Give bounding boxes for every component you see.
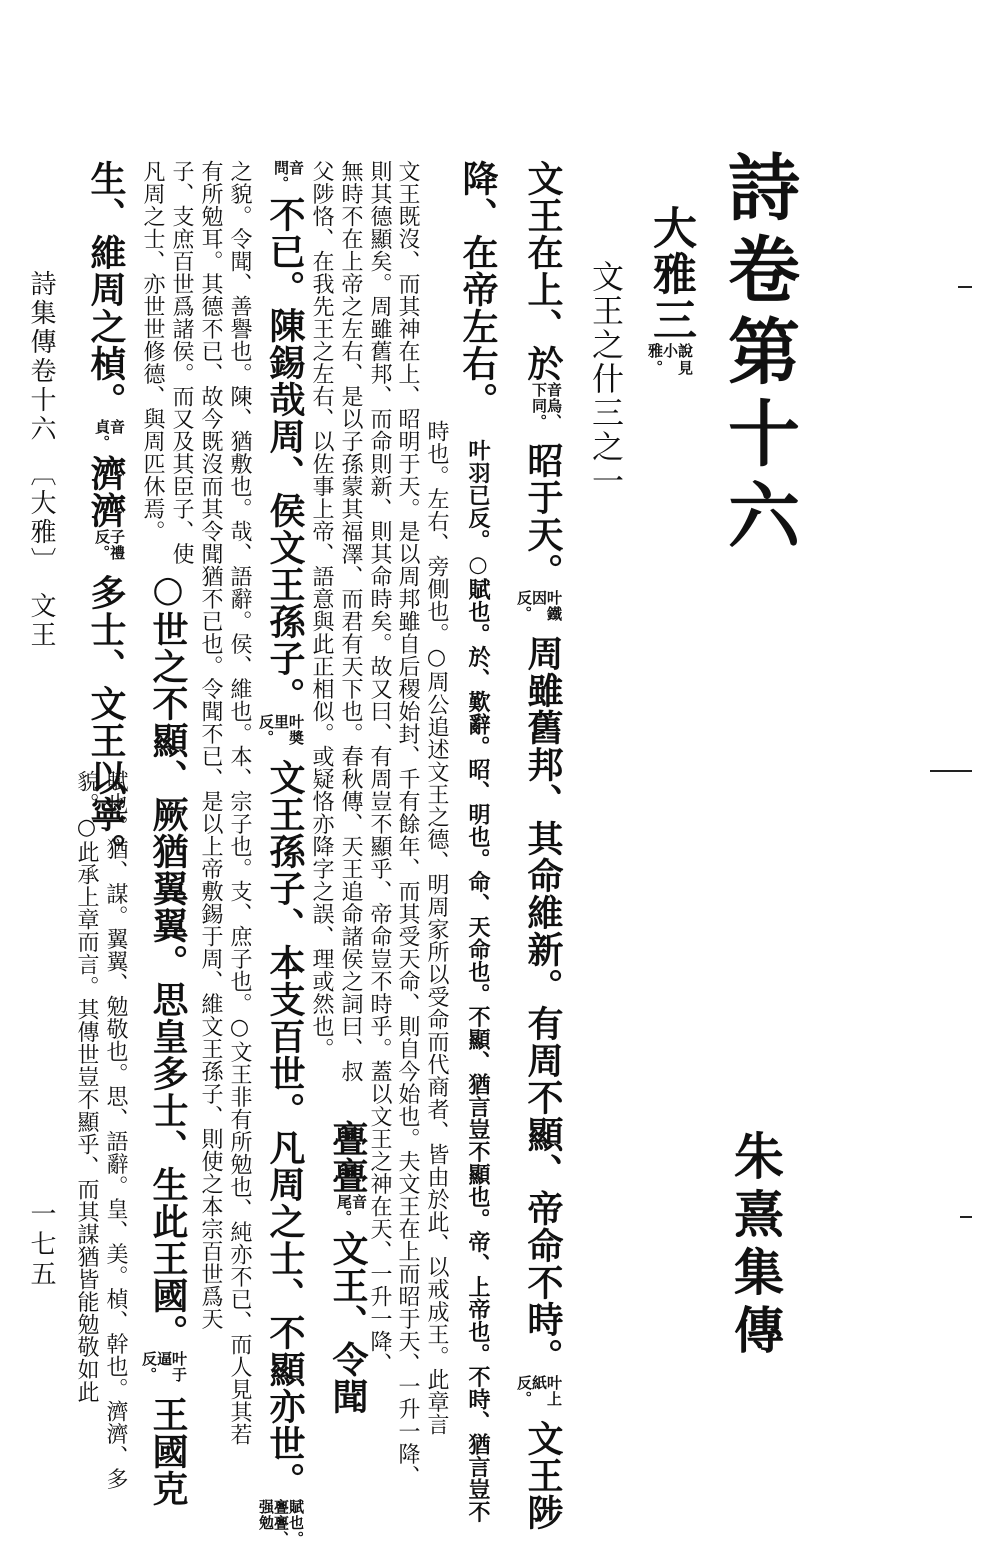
commentary-column-16: 賦也。猶、謀。翼翼、勉敬也。思、語辭。皇、美。楨、幹也。濟濟、多 xyxy=(103,770,128,1490)
main-text-column-14 xyxy=(140,568,189,1507)
main-text: 降、在帝左右。 xyxy=(457,160,499,419)
inline-note: 賦也。亹亹、强勉 xyxy=(257,1499,305,1547)
commentary-column-4: 文王既沒、而其神在上、昭明于天。是以周邦雖自后稷始封、千有餘年、而其受天命、則自今始也。夫文王在上而昭于天、一升一降、 xyxy=(395,160,420,1488)
margin-mark xyxy=(958,286,972,288)
section-title: 大雅三 xyxy=(645,205,696,343)
inline-note: 音問。 xyxy=(272,160,305,192)
main-text-column-9 xyxy=(327,1120,369,1415)
main-text: 周雖舊邦、其命維新。有周不顯、帝命不時。 xyxy=(522,635,564,1375)
main-text-column-2 xyxy=(457,160,499,1523)
main-text: 文王在上、於 xyxy=(522,160,564,382)
margin-mark xyxy=(960,1216,972,1218)
commentary-note: 叶羽已反。 xyxy=(465,439,491,552)
main-text: 文王陟 xyxy=(522,1420,564,1531)
main-text: 多士、文王以寧。 xyxy=(85,574,127,870)
main-text-column-15 xyxy=(85,160,127,870)
inline-note: 音貞。 xyxy=(93,419,126,451)
commentary-column-7: 父陟恪、在我先王之左右、以佐事上帝、語意與此正相似。或疑恪亦降字之誤、理或然也。 xyxy=(309,160,334,1060)
commentary-column-10: 之貌。令聞、善譽也。陳、猶敷也。哉、語辭。侯、維也。本、宗子也。支、庶子也。○文王非有所勉也、純亦不已、而人見其若 xyxy=(227,160,252,1446)
margin-mark xyxy=(930,770,972,772)
author-credit: 朱熹集傳 xyxy=(726,1130,785,1362)
main-text-column-1 xyxy=(515,160,564,1531)
main-text: 不已。陳錫哉周、侯文王孫子。 xyxy=(264,196,306,714)
inline-note: 叶奬里反。 xyxy=(257,714,305,746)
main-text: 昭于天。 xyxy=(522,442,564,590)
main-text: 王國克 xyxy=(147,1396,189,1507)
page-number: 一七五 xyxy=(26,1200,56,1290)
subsection-heading: 文王之什三之一 xyxy=(587,260,625,498)
inline-note: 叶上紙反。 xyxy=(515,1375,563,1407)
commentary-column-13: 凡周之士、亦世世修德、與周匹休焉。 xyxy=(140,160,165,543)
main-text: 濟濟 xyxy=(85,455,127,529)
inline-note: 子禮反。 xyxy=(93,529,126,561)
inline-note: 音烏、下同。 xyxy=(530,382,563,430)
main-text: 亹亹 xyxy=(327,1120,369,1194)
commentary-column-5: 則其德顯矣。周雖舊邦、而命則新、則其命時矣。故又曰、有周豈不顯乎、帝命豈不時乎。蓋以文王之神在天、一升一降、 xyxy=(367,160,392,1375)
inline-note: 叶于逼反。 xyxy=(140,1351,188,1383)
commentary-column-12: 子、支庶百世爲諸侯。而又及其臣子、使 xyxy=(169,160,194,565)
commentary-column-6: 無時不在上帝之左右、是以子孫蒙其福澤、而君有天下也。春秋傳、天王追命諸侯之詞曰、叔 xyxy=(338,160,363,1083)
running-head: 詩集傳卷十六 〔大雅〕 文王 xyxy=(26,270,56,650)
inline-note: 音尾。 xyxy=(335,1194,368,1226)
main-text: 生、維周之楨。 xyxy=(85,160,127,419)
section-note: 說見小雅。 xyxy=(646,343,694,377)
volume-title: 詩卷第十六 xyxy=(716,150,801,560)
main-text-column-8 xyxy=(257,160,306,1559)
main-text: ○世之不顯、厥猶翼翼。思皇多士、生此王國。 xyxy=(147,568,189,1351)
section-heading xyxy=(645,205,696,379)
main-text: 文王、令聞 xyxy=(327,1230,369,1415)
inline-note: 叶鐵因反。 xyxy=(515,590,563,622)
commentary-text: ○賦也。於、歎辭。昭、明也。命、天命也。不顯、猶言豈不顯也。帝、上帝也。不時、猶言豈不 xyxy=(465,551,491,1523)
commentary-column-11: 有所勉耳。其德不已、故今既沒而其令聞猶不已也。令聞不已、是以上帝敷錫于周、維文王孫子、則使之本宗百世爲天 xyxy=(198,160,223,1330)
main-text: 文王孫子、本支百世。凡周之士、不顯亦世。 xyxy=(264,759,306,1499)
commentary-column-17: 貌。○此承上章而言。其傳世豈不顯乎、而其謀猶皆能勉敬如此 xyxy=(74,770,99,1403)
commentary-column-3: 時也。左右、旁側也。○周公追述文王之德、明周家所以受命而代商者、皆由於此、以戒成王。此章言 xyxy=(424,420,449,1436)
